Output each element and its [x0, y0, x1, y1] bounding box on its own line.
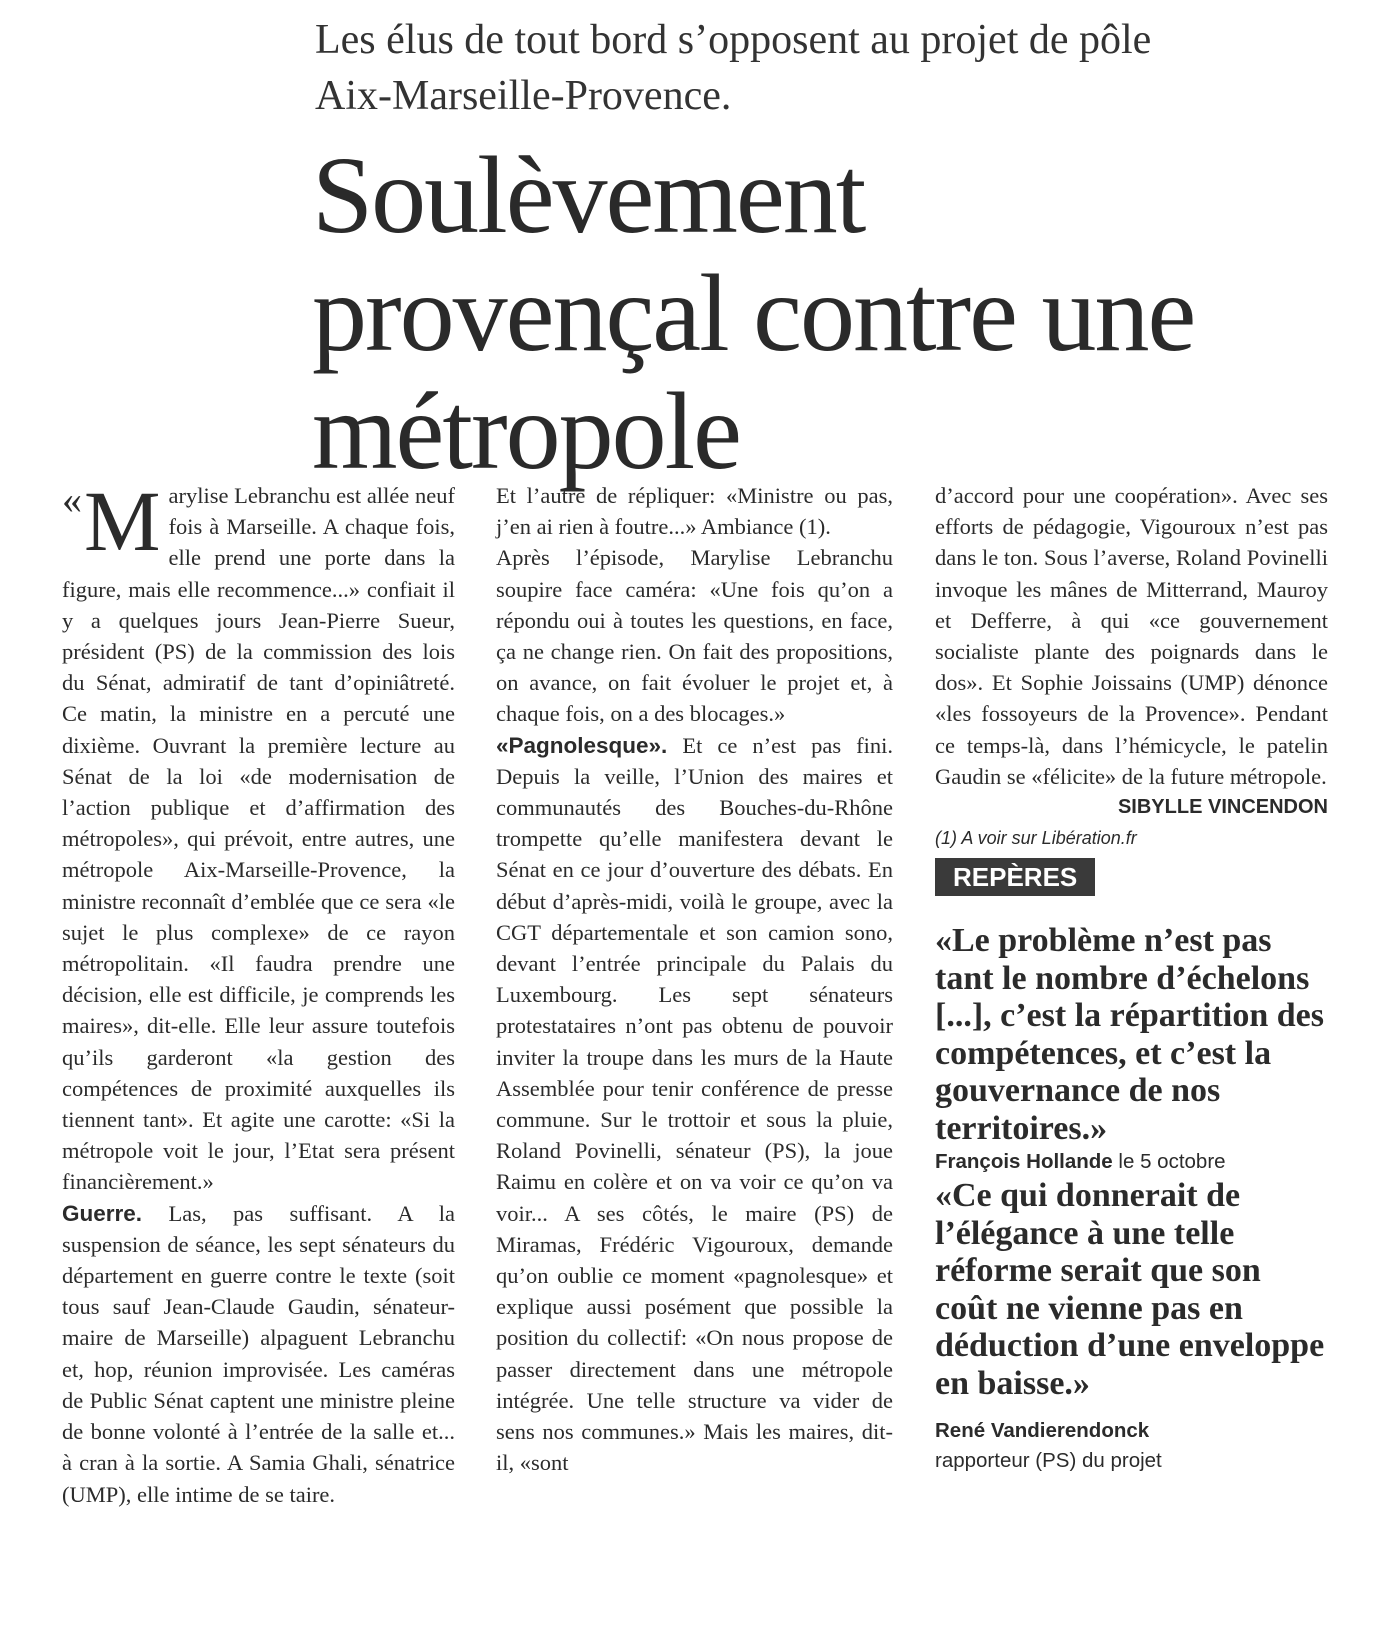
pull-quote-2: «Ce qui donnerait de l’élégance à une telle réforme serait que son coût ne vienne pas en déduction d’une enveloppe en baisse.»	[935, 1177, 1325, 1402]
quote-attribution-1	[935, 1147, 1328, 1177]
reperes-label: REPÈRES	[935, 858, 1095, 896]
quote-date: le 5 octobre	[1118, 1150, 1226, 1174]
quote-role: rapporteur (PS) du projet	[935, 1449, 1162, 1473]
byline-signature: SIBYLLE VINCENDON	[1117, 796, 1328, 819]
paragraph-pagnolesque	[496, 730, 893, 1479]
article-headline: Soulèvement provençal contre une métropole	[312, 134, 1195, 492]
paragraph-text: Et ce n’est pas fini. Depuis la veille, l’Union des maires et communautés des Bouches-du-Rhône trompette qu’elle manifestera devant le Sénat en ce jour d’ouverture des débats. En début d’après-midi, voilà le groupe, avec la CGT départementale et son camion sono, devant l’entrée principale du Palais du Luxembourg. Les sept sénateurs protestataires n’ont pas obtenu de pouvoir inviter la troupe dans les murs de la Haute Assemblée pour tenir conférence de presse commune. Sur le trottoir et sous la pluie, Roland Povinelli, sénateur (PS), la joue Raimu en colère et on va voir ce qu’on va voir... A ses côtés, le maire (PS) de Miramas, Frédéric Vigouroux, demande qu’on oublie ce moment «pagnolesque» et explique aussi posément que possible la position du collectif: «On nous propose de passer directement dans une métropole intégrée. Une telle structure va vider de sens nos communes.» Mais les maires, dit-il, «sont	[496, 732, 893, 1476]
drop-cap: M	[84, 473, 161, 569]
quote-author: René Vandierendonck	[935, 1419, 1150, 1443]
subhead-pagnolesque: «Pagnolesque».	[496, 732, 668, 758]
paragraph-text: d’accord pour une coopération». Avec ses efforts de pédagogie, Vigouroux n’est pas dans le ton. Sous l’averse, Roland Povinelli invoque les mânes de Mitterrand, Mauroy et Defferre, à qui «ce gouvernement socialiste plante des poignards dans le dos». Et Sophie Joissains (UMP) dénonce «les fossoyeurs de la Provence». Pendant ce temps-là, dans l’hémicycle, le patelin Gaudin se «félicite» de la future métropole.	[935, 483, 1328, 789]
pull-quote-1: «Le problème n’est pas tant le nombre d’échelons [...], c’est la répartition des compétences, et c’est la gouvernance de nos territoires.»	[935, 922, 1325, 1147]
subhead-guerre: Guerre.	[62, 1200, 143, 1226]
column-2	[496, 480, 893, 1479]
footnote: (1) A voir sur Libération.fr	[935, 828, 1137, 849]
paragraph-guerre	[62, 1198, 455, 1510]
paragraph-text: Las, pas suffisant. A la suspension de séance, les sept sénateurs du département en guerre contre le texte (soit tous sauf Jean-Claude Gaudin, sénateur-maire de Marseille) alpaguent Lebranchu et, hop, réunion improvisée. Les caméras de Public Sénat captent une ministre pleine de bonne volonté à l’entrée de la salle et... à cran à la sortie. A Samia Ghali, sénatrice (UMP), elle intime de se taire.	[62, 1200, 455, 1507]
open-quote-mark: «	[62, 477, 82, 522]
article-kicker: Les élus de tout bord s’opposent au projet de pôle Aix-Marseille-Provence.	[315, 17, 1152, 119]
quote-author: François Hollande	[935, 1150, 1113, 1174]
column-1	[62, 473, 455, 1510]
quote-attribution-2	[935, 1416, 1328, 1476]
paragraph-text: Après l’épisode, Marylise Lebranchu soupire face caméra: «Une fois qu’on a répondu oui à toutes les questions, en face, ça ne change rien. On fait des propositions, on avance, on fait évoluer le projet et, à chaque fois, on a des blocages.»	[496, 545, 893, 727]
lead-paragraph	[62, 473, 455, 1198]
column-3	[935, 480, 1328, 1476]
paragraph-text: Et l’autre de répliquer: «Ministre ou pas, j’en ai rien à foutre...» Ambiance (1).	[496, 483, 893, 540]
lead-text: arylise Lebranchu est allée neuf fois à Marseille. A chaque fois, elle prend une porte dans la figure, mais elle recommence...» confiait il y a quelques jours Jean-Pierre Sueur, président (PS) de la commission des lois du Sénat, admiratif de tant d’opiniâtreté. Ce matin, la ministre en a percuté une dixième. Ouvrant la première lecture au Sénat de la loi «de modernisation de l’action publique et d’affirmation des métropoles», qui prévoit, entre autres, une métropole Aix-Marseille-Provence, la ministre reconnaît d’emblée que ce sera «le sujet le plus complexe» de ce rayon métropolitain. «Il faudra prendre une décision, elle est difficile, je comprends les maires», dit-elle. Elle leur assure toutefois qu’ils garderont «la gestion des compétences de proximité auxquelles ils tiennent tant». Et agite une carotte: «Si la métropole voit le jour, l’Etat sera présent financièrement.»	[62, 483, 455, 1195]
